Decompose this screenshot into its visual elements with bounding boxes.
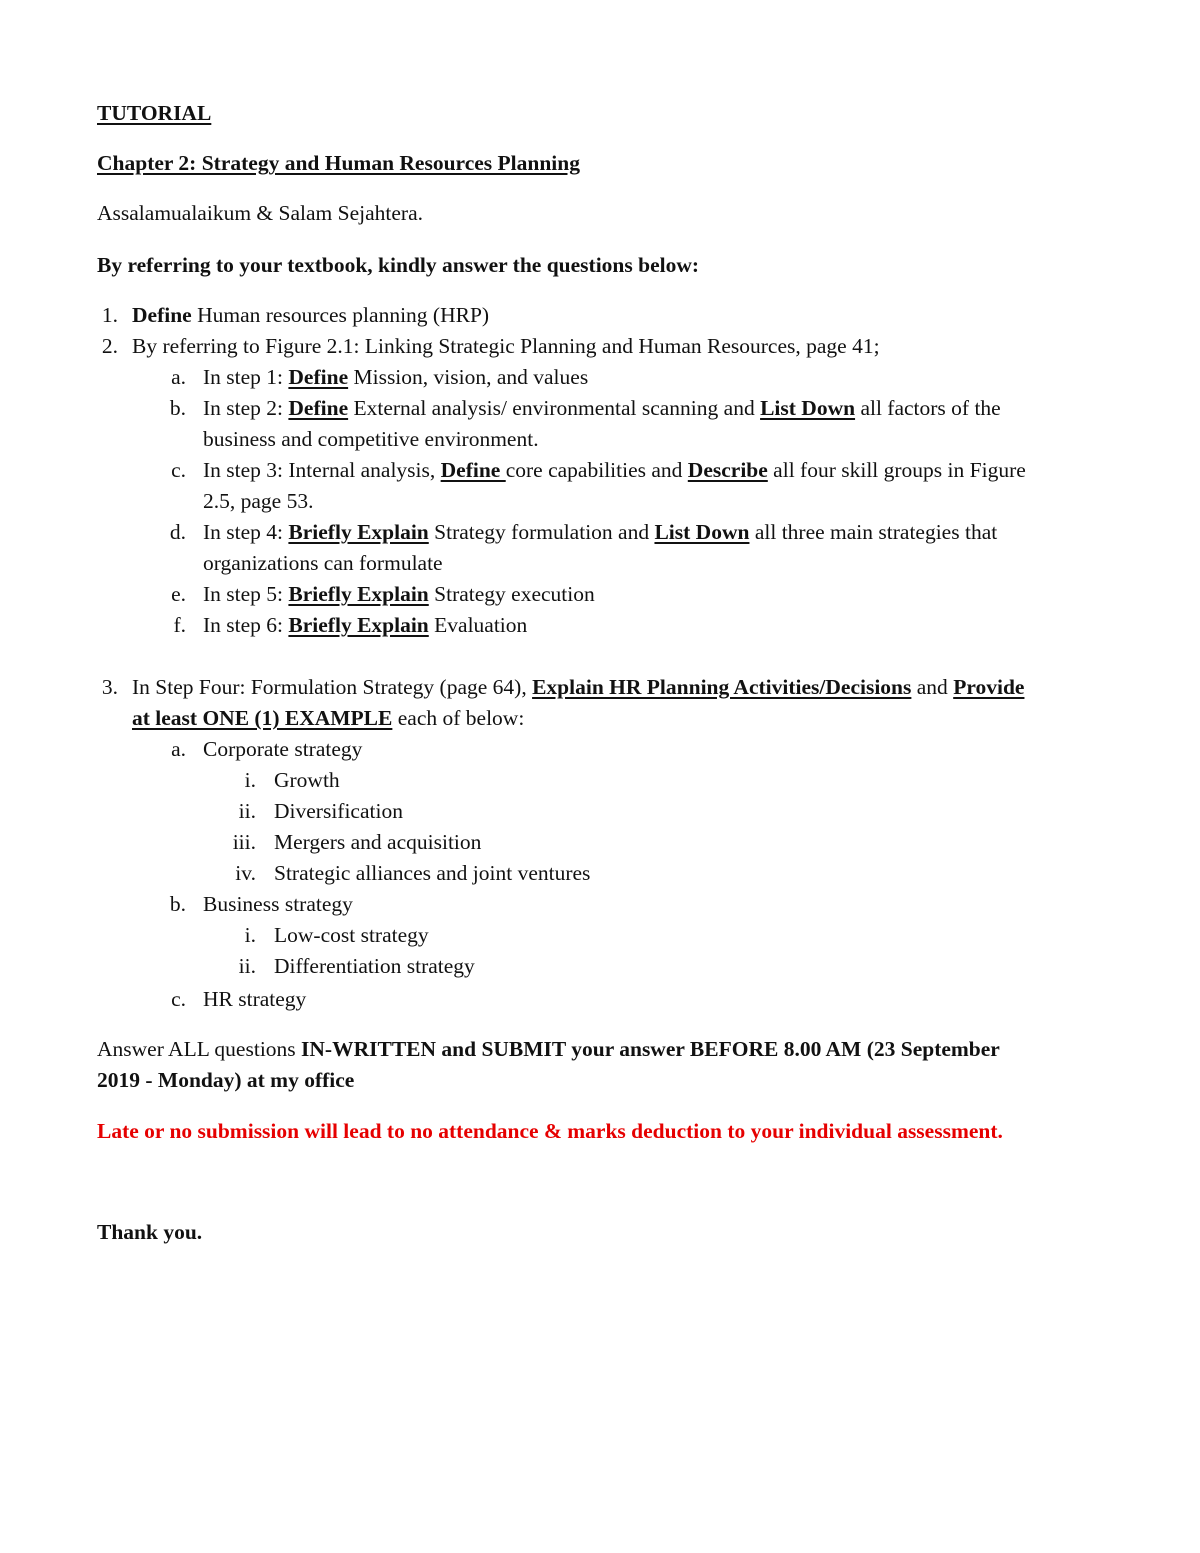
q2a-keyword: Define [288,365,349,389]
q2a-post: Mission, vision, and values [348,365,589,389]
q2-item-a [203,364,588,390]
q3b-ii-marker: ii. [238,954,256,978]
question-3-continuation [132,705,524,731]
q2e-post: Strategy execution [428,582,595,606]
q2e-pre: In step 5: [203,582,289,606]
q2d-keyword-2: List Down [654,520,750,544]
q3-keyword-2b: at least ONE (1) EXAMPLE [132,706,393,730]
q2c-continuation: 2.5, page 53. [203,489,314,513]
q2-item-e [203,581,595,607]
q2f-keyword: Briefly Explain [288,613,429,637]
submission-pre: Answer ALL questions [97,1037,302,1061]
q3a-marker: a. [171,737,186,761]
q2b-pre: In step 2: [203,396,289,420]
q3a-iii-text: Mergers and acquisition [274,830,482,854]
q2-item-c [203,457,1026,483]
q3a-ii-marker: ii. [238,799,256,823]
submission-instruction [97,1036,1000,1062]
q2d-pre: In step 4: [203,520,289,544]
q3a-iv-marker: iv. [235,861,256,885]
q2a-pre: In step 1: [203,365,289,389]
q3-number: 3. [101,675,118,699]
question-1 [132,302,489,328]
q2c-marker: c. [171,458,186,482]
q3a-iii-marker: iii. [232,830,256,854]
q2e-marker: e. [171,582,186,606]
doc-title: TUTORIAL [97,101,212,125]
question-3 [132,674,1024,700]
q1-number: 1. [101,303,118,327]
q3c-marker: c. [171,987,186,1011]
q3a-iv-text: Strategic alliances and joint ventures [274,861,591,885]
q2b-marker: b. [169,396,186,420]
q1-keyword: Define [132,303,192,327]
q2c-post: all four skill groups in Figure [767,458,1026,482]
q3-keyword-2a: Provide [953,675,1025,699]
q2d-post: all three main strategies that [749,520,998,544]
submission-deadline-2: 2019 - Monday) at my office [97,1068,355,1092]
late-submission-warning: Late or no submission will lead to no attendance & marks deduction to your individual assessment. [97,1119,1003,1143]
q2-item-f [203,612,527,638]
q2b-keyword-1: Define [288,396,349,420]
question-2: By referring to Figure 2.1: Linking Strategic Planning and Human Resources, page 41; [132,334,880,358]
q3b-marker: b. [169,892,186,916]
q3-item-c: HR strategy [203,987,307,1011]
q2e-keyword: Briefly Explain [288,582,429,606]
q3b-ii-text: Differentiation strategy [274,954,475,978]
q2b-keyword-2: List Down [760,396,856,420]
q2c-keyword-2: Describe [687,458,768,482]
q3-keyword-1: Explain HR Planning Activities/Decisions [532,675,912,699]
closing-thanks: Thank you. [97,1220,203,1244]
q2-item-d [203,519,997,545]
submission-deadline-1: IN-WRITTEN and SUBMIT your answer BEFORE 8.00 AM (23 September [301,1037,1000,1061]
q2f-pre: In step 6: [203,613,289,637]
q3a-i-marker: i. [244,768,256,792]
q2a-marker: a. [171,365,186,389]
q3-pre: In Step Four: Formulation Strategy (page 64), [132,675,533,699]
q2d-keyword-1: Briefly Explain [288,520,429,544]
q3-item-b: Business strategy [203,892,353,916]
q2b-mid: External analysis/ environmental scanning and [348,396,761,420]
q3-item-a: Corporate strategy [203,737,363,761]
q3-mid: and [911,675,954,699]
q3b-i-text: Low-cost strategy [274,923,429,947]
q2-number: 2. [101,334,118,358]
q3a-i-text: Growth [274,768,340,792]
chapter-heading: Chapter 2: Strategy and Human Resources Planning [97,151,580,175]
q2b-post: all factors of the [855,396,1001,420]
q1-text: Human resources planning (HRP) [191,303,490,327]
q2d-marker: d. [169,520,186,544]
q2f-marker: f. [173,613,186,637]
q2b-continuation: business and competitive environment. [203,427,539,451]
greeting: Assalamualaikum & Salam Sejahtera. [97,201,423,225]
q2c-mid: core capabilities and [505,458,688,482]
q2-item-b [203,395,1001,421]
q3-post: each of below: [392,706,525,730]
q2f-post: Evaluation [428,613,528,637]
q2c-pre: In step 3: Internal analysis, [203,458,441,482]
q2d-mid: Strategy formulation and [428,520,655,544]
instruction: By referring to your textbook, kindly answer the questions below: [97,253,700,277]
q3a-ii-text: Diversification [274,799,403,823]
q3b-i-marker: i. [244,923,256,947]
q2d-continuation: organizations can formulate [203,551,443,575]
q2c-keyword-1: Define [440,458,506,482]
